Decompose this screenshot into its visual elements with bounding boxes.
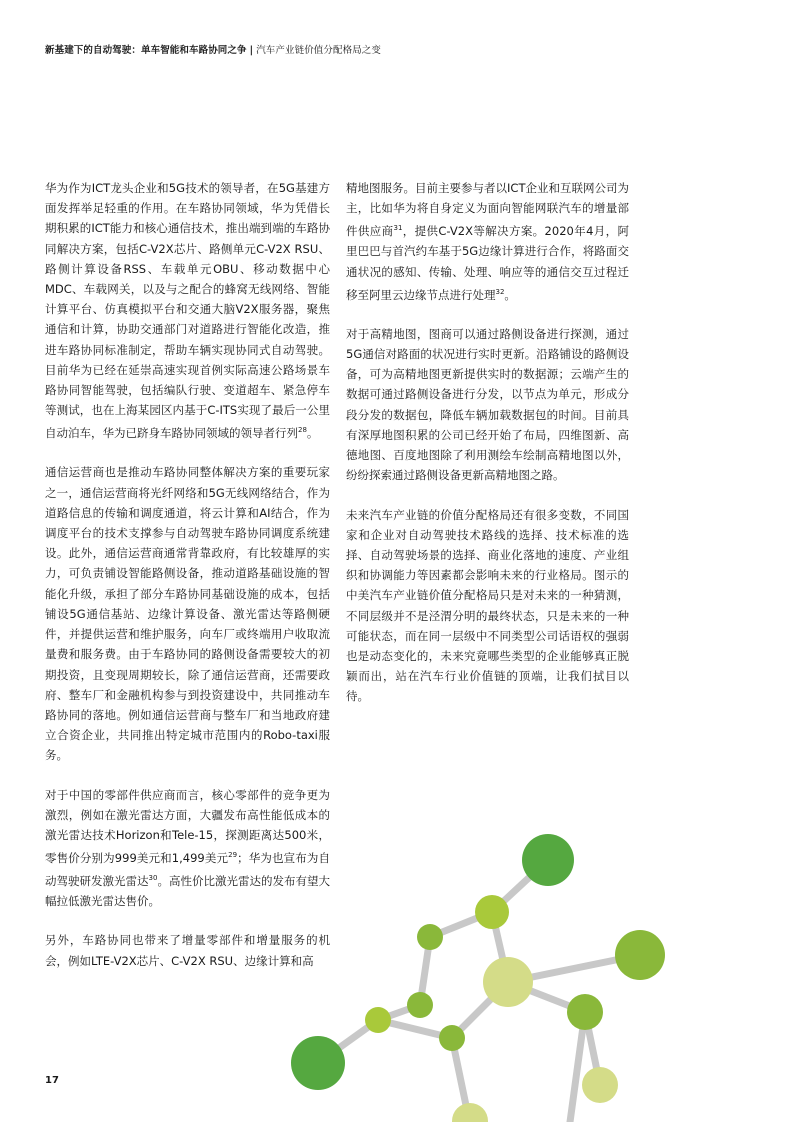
node-circle	[291, 1036, 345, 1090]
header-title: 新基建下的自动驾驶：单车智能和车路协同之争	[45, 45, 247, 56]
paragraph-text: 对于中国的零部件供应商而言，核心零部件的竞争更为激烈，例如在激光雷达方面，大疆发布高性能低成本的激光雷达技术Horizon和Tele-15，探测距离达500米，零售价分别为999美元和1,499美元	[45, 787, 330, 865]
footnote-ref: 28	[298, 426, 307, 435]
node-circle	[365, 1007, 391, 1033]
node-circle	[567, 994, 603, 1030]
node-circle	[439, 1025, 465, 1051]
paragraph-hd-maps-service	[346, 178, 629, 305]
paragraph-huawei	[45, 178, 330, 443]
node-circle	[483, 957, 533, 1007]
footnote-ref: 31	[393, 224, 403, 233]
paragraph-text: 。	[504, 287, 516, 302]
header-subtitle: 汽车产业链价值分配格局之变	[256, 45, 381, 56]
paragraph-text: ；华为也宣布为自动驾驶研发激光雷达	[45, 850, 331, 888]
paragraph-text: 精地图服务。目前主要参与者以ICT企业和互联网公司为主，比如华为将自身定义为面向智能网联汽车的增量部件供应商	[346, 181, 629, 239]
node-circle	[522, 834, 574, 886]
paragraph-text: ，提供C-V2X等解决方案。2020年4月，阿里巴巴与首汽约车基于5G边缘计算进行合作，将路面交通状况的感知、传输、处理、响应等的通信交互过程迁移至阿里云边缘节点进行处理	[346, 224, 629, 302]
paragraph-text: 。	[306, 426, 319, 441]
node-circle	[407, 992, 433, 1018]
page-number: 17	[45, 1075, 59, 1086]
paragraph-operators: 通信运营商也是推动车路协同整体解决方案的重要玩家之一，通信运营商将光纤网络和5G无线网络结合，作为道路信息的传输和调度通道，将云计算和AI结合，作为调度平台的技术支撑参与自动驾驶车路协同调度系统建设。此外，通信运营商通常背靠政府，有比较雄厚的实力，可负责铺设智能路侧设备，推动道路基础设施的智能化升级，承担了部分车路协同基础设施的成本，包括铺设5G通信基站、边缘计算设备、激光雷达等路侧硬件，并提供运营和维护服务，向车厂或终端用户收取流量费和服务费。由于车路协同的路侧设备需要较大的初期投资，且变现周期较长，除了通信运营商，还需要政府、整车厂和金融机构参与到投资建设中，共同推动车路协同的落地。例如通信运营商与整车厂和当地政府建立合资企业，共同推出特定城市范围内的Robo-taxi服务。	[45, 465, 330, 763]
paragraph-increment: 另外，车路协同也带来了增量零部件和增量服务的机会，例如LTE-V2X芯片、C-V2X RSU、边缘计算和高	[45, 933, 330, 968]
footnote-ref: 32	[495, 287, 505, 296]
paragraph-text: 。高性价比激光雷达的发布有望大幅拉低激光雷达售价。	[45, 873, 331, 909]
page-header	[45, 42, 381, 56]
footnote-ref: 30	[148, 874, 158, 883]
node-circle	[615, 930, 665, 980]
molecule-nodes	[291, 834, 665, 1122]
paragraph-hd-maps: 对于高精地图，图商可以通过路侧设备进行探测，通过5G通信对路面的状况进行实时更新。沿路铺设的路侧设备，可为高精地图更新提供实时的数据源；云端产生的数据可通过路侧设备进行分发，以节点为单元，形成分段分发的数据包，降低车辆加载数据包的时间。目前具有深厚地图积累的公司已经开始了布局，四维图新、高德地图、百度地图除了利用测绘车绘制高精地图以外，纷纷探索通过路侧设备更新高精地图之路。	[346, 326, 629, 483]
node-circle	[452, 1103, 488, 1122]
node-circle	[582, 1067, 618, 1103]
paragraph-text: 华为作为ICT龙头企业和5G技术的领导者，在5G基建方面发挥举足轻重的作用。在车路协同领域，华为凭借长期积累的ICT能力和核心通信技术，推出端到端的车路协同解决方案，包括C-V2X芯片、路侧单元C-V2X RSU、路侧计算设备RSS、车载单元OBU、移动数据中心MDC、车载网关，以及与之配合的蜂窝无线网络、智能计算平台、仿真模拟平台和交通大脑V2X服务器，聚焦通信和计算，协助交通部门对道路进行智能化改造，推进车路协同标准制定，帮助车辆实现协同式自动驾驶。目前华为已经在延崇高速实现首例实际高速公路场景车路协同智能驾驶，包括编队行驶、变道超车、紧急停车等测试，也在上海某园区内基于C-ITS实现了最后一公里自动泊车，华为已跻身车路协同领域的领导者行列	[45, 181, 330, 441]
footnote-ref: 29	[228, 851, 238, 860]
right-column	[346, 178, 629, 726]
header-separator: |	[249, 45, 254, 56]
node-circle	[475, 895, 509, 929]
node-circle	[417, 924, 443, 950]
paragraph-future: 未来汽车产业链的价值分配格局还有很多变数，不同国家和企业对自动驾驶技术路线的选择、技术标准的选择、自动驾驶场景的选择、商业化落地的速度、产业组织和协调能力等因素都会影响未来的行业格局。图示的中美汽车产业链价值分配格局只是对未来的一种猜测，不同层级并不是泾渭分明的最终状态，只是未来的一种可能状态，而在同一层级中不同类型公司话语权的强弱也是动态变化的，未来究竟哪些类型的企业能够真正脱颖而出，站在汽车行业价值链的顶端，让我们拭目以待。	[346, 507, 629, 704]
molecule-decoration	[280, 825, 793, 1122]
